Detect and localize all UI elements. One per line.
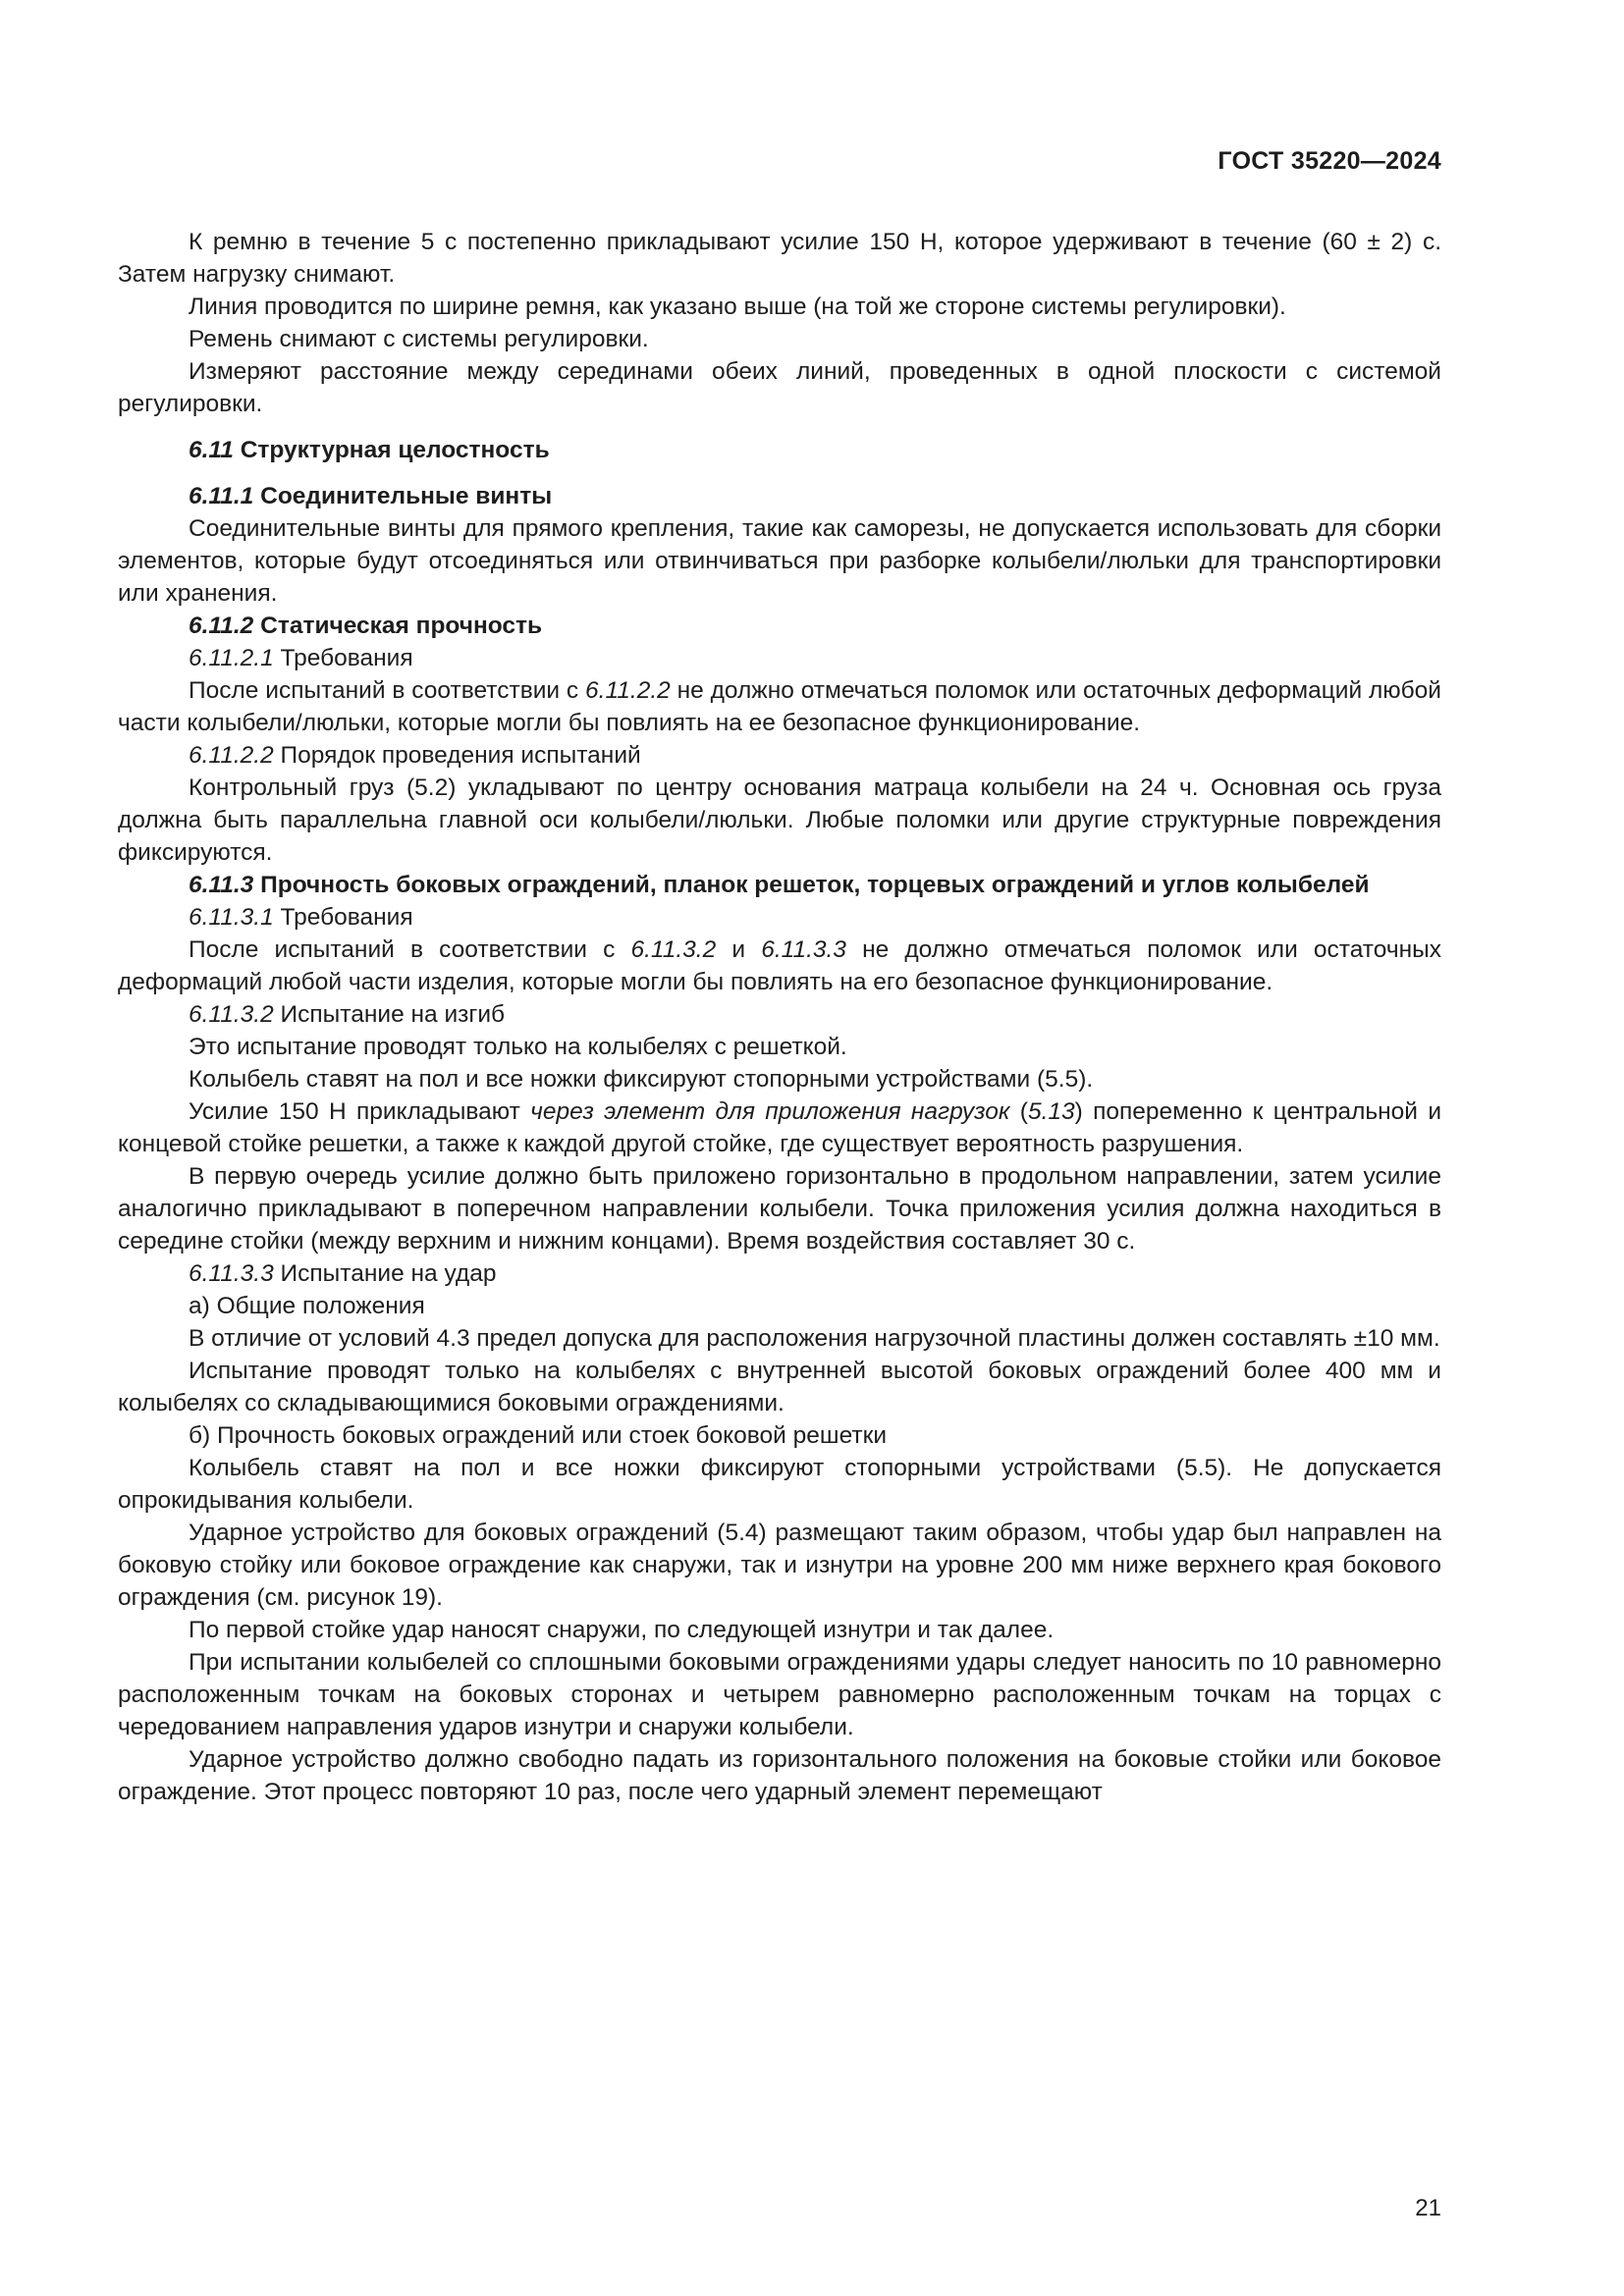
section-number: 6.11.2 — [189, 613, 254, 639]
clause-title: Испытание на изгиб — [280, 1001, 506, 1028]
section-title: Соединительные винты — [260, 483, 553, 509]
section-title: Структурная целостность — [240, 437, 550, 463]
list-item-heading: а) Общие положения — [189, 1293, 425, 1319]
clause-number: 6.11.3.3 — [189, 1260, 274, 1287]
subsection-heading — [118, 480, 1441, 512]
clause-number: 6.11.3.2 — [189, 1001, 274, 1028]
paragraph: Ударное устройство для боковых ограждений (5.4) размещают таким образом, чтобы удар был направлен на боковую стойку или боковое ограждение как снаружи, так и изнутри на уровне 200 мм ниже верхнего края бокового ограждения (см. рисунок 19). — [118, 1520, 1441, 1611]
paragraph: По первой стойке удар наносят снаружи, по следующей изнутри и так далее. — [189, 1617, 1055, 1643]
clause-heading — [118, 901, 1441, 934]
paragraph: Колыбель ставят на пол и все ножки фиксируют стопорными устройствами (5.5). — [189, 1066, 1094, 1093]
clause-heading — [118, 642, 1441, 674]
paragraph: В первую очередь усилие должно быть приложено горизонтально в продольном направлении, затем усилие аналогично прикладывают в поперечном направлении колыбели. Точка приложения усилия должна находиться в середине стойки (между верхним и нижним концами). Время воздействия составляет 30 с. — [118, 1163, 1441, 1255]
text-run: не должно отмечаться поломок или остаточных деформаций любой части изделия, которые могли бы повлиять на его безопасное функционирование. — [118, 936, 1441, 995]
section-title: Статическая прочность — [260, 613, 543, 639]
paragraph — [118, 674, 1441, 739]
section-number: 6.11.3 — [189, 872, 254, 898]
text-run: После испытаний в соответствии с — [189, 677, 586, 704]
section-title: Прочность боковых ограждений, планок решеток, торцевых ограждений и углов колыбелей — [260, 872, 1370, 898]
paragraph — [118, 1095, 1441, 1160]
list-item-heading: б) Прочность боковых ограждений или стоек боковой решетки — [189, 1422, 888, 1449]
text-run: и — [716, 936, 762, 963]
paragraph: Контрольный груз (5.2) укладывают по центру основания матраца колыбели на 24 ч. Основная ось груза должна быть параллельна главной оси колыбели/люльки. Любые поломки или другие структурные повреждения фиксируются. — [118, 774, 1441, 866]
clause-number: 6.11.2.2 — [189, 742, 274, 769]
paragraph: Это испытание проводят только на колыбелях с решеткой. — [189, 1034, 847, 1060]
paragraph: Испытание проводят только на колыбелях с внутренней высотой боковых ограждений более 400 мм и колыбелях со складывающимися боковыми ограждениями. — [118, 1358, 1441, 1416]
section-heading — [118, 434, 1441, 466]
subsection-heading — [118, 610, 1441, 642]
cross-reference: 6.11.2.2 — [585, 677, 671, 704]
cross-reference: 5.13 — [1027, 1098, 1075, 1125]
text-run: не должно отмечаться поломок или остаточных деформаций любой части колыбели/люльки, которые могли бы повлиять на ее безопасное функционирование. — [118, 677, 1441, 736]
page-number: 21 — [1415, 2195, 1441, 2221]
paragraph — [118, 934, 1441, 998]
clause-title: Испытание на удар — [280, 1260, 497, 1287]
clause-title: Требования — [280, 904, 413, 931]
paragraph: Ударное устройство должно свободно падать из горизонтального положения на боковые стойки или боковое ограждение. Этот процесс повторяют 10 раз, после чего ударный элемент перемещают — [118, 1746, 1441, 1805]
clause-heading — [118, 739, 1441, 772]
paragraph: Линия проводится по ширине ремня, как указано выше (на той же стороне системы регулировки). — [189, 294, 1286, 320]
clause-number: 6.11.2.1 — [189, 645, 274, 671]
paragraph: Соединительные винты для прямого крепления, такие как саморезы, не допускается использовать для сборки элементов, которые будут отсоединяться или отвинчиваться при разборке колыбели/люльки для транспортировки или хранения. — [118, 515, 1441, 607]
paragraph: Измеряют расстояние между серединами обеих линий, проведенных в одной плоскости с системой регулировки. — [118, 358, 1441, 417]
text-run: Усилие 150 Н прикладывают — [189, 1098, 531, 1125]
clause-number: 6.11.3.1 — [189, 904, 274, 931]
paragraph: Ремень снимают с системы регулировки. — [189, 326, 649, 352]
clause-title: Порядок проведения испытаний — [280, 742, 641, 769]
paragraph: К ремню в течение 5 с постепенно прикладывают усилие 150 Н, которое удерживают в течение (60 ± 2) с. Затем нагрузку снимают. — [118, 229, 1441, 288]
clause-heading — [118, 998, 1441, 1031]
paragraph: В отличие от условий 4.3 предел допуска для расположения нагрузочной пластины должен составлять ±10 мм. — [189, 1325, 1440, 1352]
document-id-header: ГОСТ 35220—2024 — [1218, 147, 1441, 175]
clause-title: Требования — [280, 645, 413, 671]
emphasized-term: через элемент для приложения нагрузок — [530, 1098, 1010, 1125]
text-run: ) попеременно к центральной и концевой стойке решетки, а также к каждой другой стойке, где существует вероятность разрушения. — [118, 1098, 1442, 1157]
cross-reference: 6.11.3.2 — [630, 936, 717, 963]
document-body — [118, 226, 1441, 1808]
text-run: ( — [1009, 1098, 1028, 1125]
cross-reference: 6.11.3.3 — [761, 936, 846, 963]
text-run: После испытаний в соответствии с — [189, 936, 631, 963]
section-number: 6.11 — [189, 437, 234, 463]
paragraph: При испытании колыбелей со сплошными боковыми ограждениями удары следует наносить по 10 равномерно расположенным точкам на боковых сторонах и четырем равномерно расположенным точкам на торцах с чередованием направления ударов изнутри и снаружи колыбели. — [118, 1649, 1441, 1740]
subsection-heading — [118, 869, 1441, 901]
paragraph: Колыбель ставят на пол и все ножки фиксируют стопорными устройствами (5.5). Не допускается опрокидывания колыбели. — [118, 1455, 1441, 1514]
section-number: 6.11.1 — [189, 483, 254, 509]
clause-heading — [118, 1257, 1441, 1290]
